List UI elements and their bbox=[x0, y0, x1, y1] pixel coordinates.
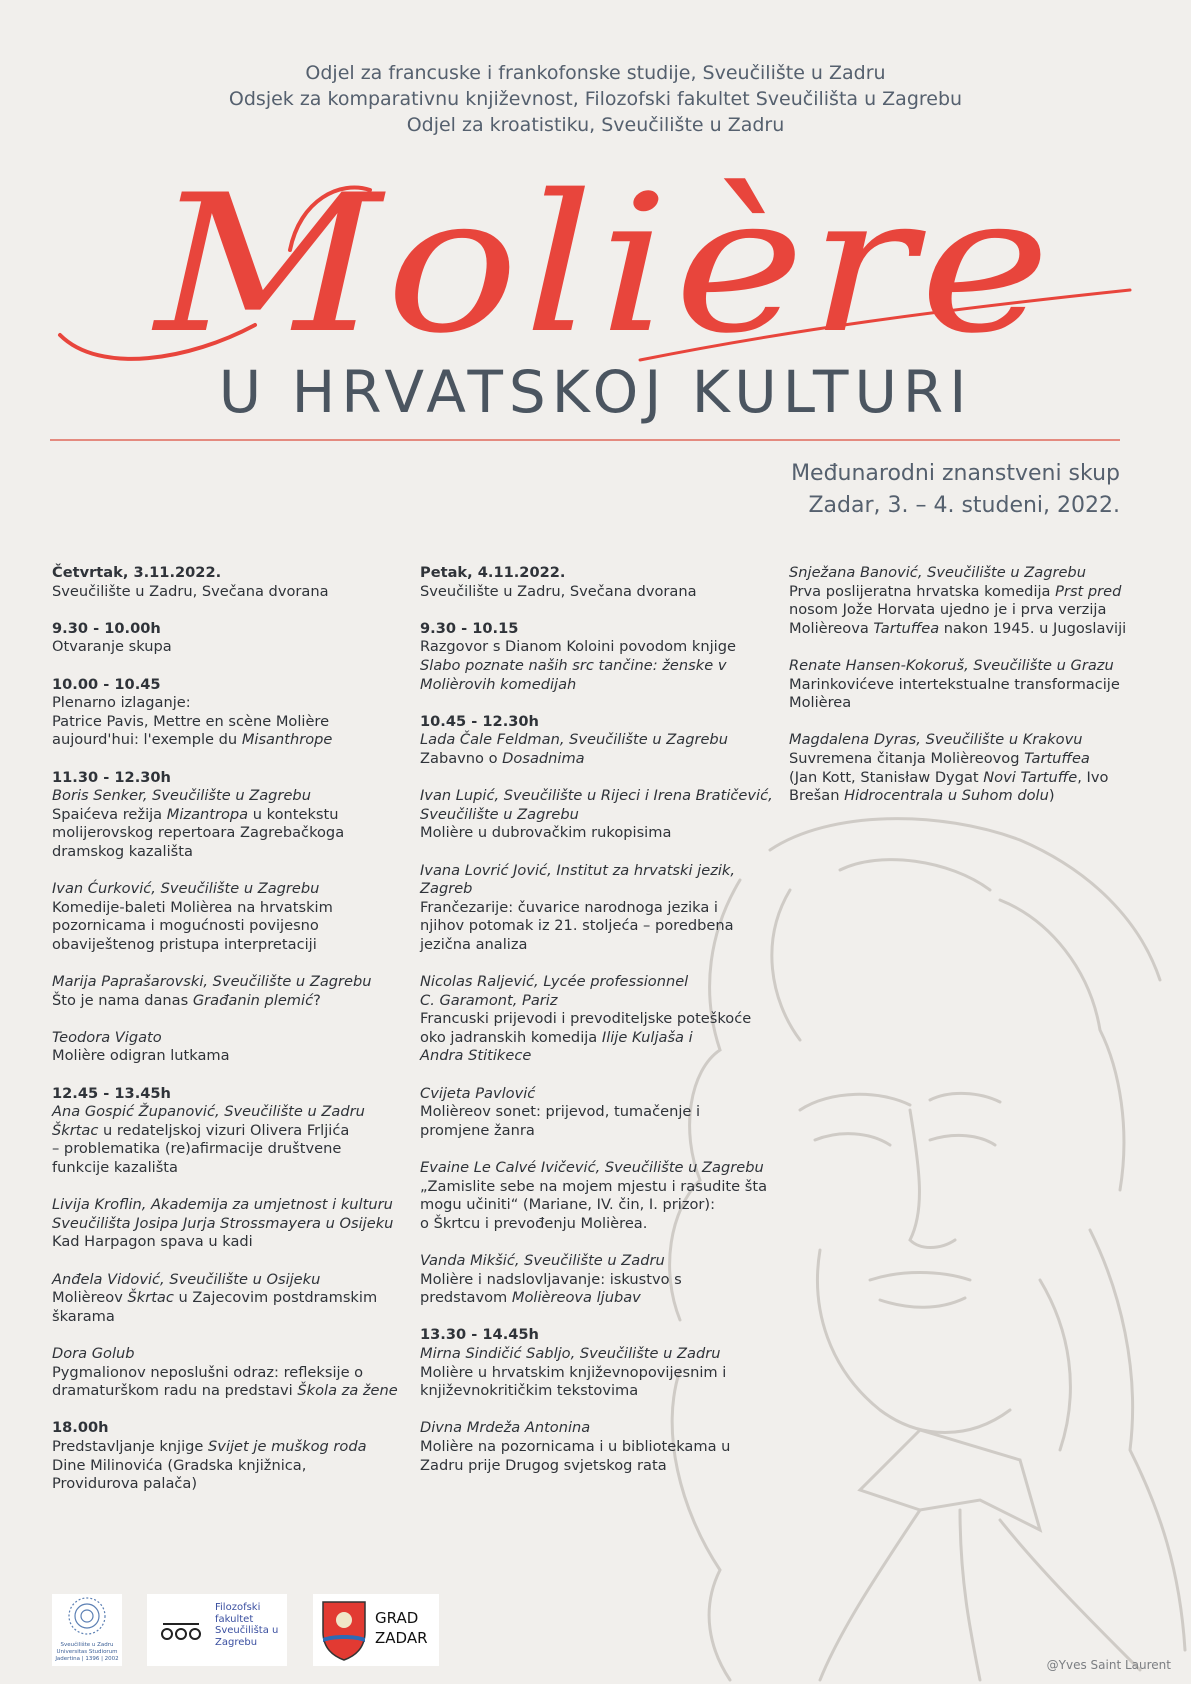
moliere-script-title bbox=[40, 160, 1150, 380]
program-thursday bbox=[52, 564, 412, 1512]
logo-ffzg bbox=[147, 1594, 287, 1666]
talk: Dora Golub Pygmalionov neposlušni odraz: refleksije o dramaturškom radu na predstavi Škola za žene bbox=[52, 1344, 398, 1400]
talk: Renate Hansen-Kokoruš, Sveučilište u Grazu Marinkovićeve intertekstualne transformacije Molièrea bbox=[789, 656, 1120, 712]
talk: Magdalena Dyras, Sveučilište u Krakovu Suvremena čitanja Molièreovog Tartuffea (Jan Kott, Stanisław Dygat Novi Tartuffe, Ivo Brešan Hidrocentrala u Suhom dolu) bbox=[789, 731, 1109, 805]
talk: 11.30 - 12.30h Boris Senker, Sveučilište u Zagrebu Spaićeva režija Mizantropa u kontekstu molijerovskog repertoara Zagrebačkoga dramskog kazališta bbox=[52, 768, 345, 860]
event-type: Međunarodni znanstveni skup bbox=[791, 461, 1120, 486]
divider bbox=[50, 439, 1120, 441]
talk: 13.30 - 14.45h Mirna Sindičić Sabljo, Sveučilište u Zadru Molière u hrvatskim književnopovijesnim i književnokritičkim tekstovima bbox=[420, 1326, 727, 1400]
page-subtitle: U HRVATSKOJ KULTURI bbox=[218, 358, 973, 426]
zadar-coat-of-arms-icon bbox=[319, 1598, 369, 1662]
ffzg-emblem-icon bbox=[153, 1594, 209, 1666]
day-header: Četvrtak, 3.11.2022. Sveučilište u Zadru, Svečana dvorana bbox=[52, 564, 329, 600]
talk: Teodora Vigato Molière odigran lutkama bbox=[52, 1028, 230, 1065]
image-credit: @Yves Saint Laurent bbox=[1046, 1658, 1171, 1672]
talk: Marija Paprašarovski, Sveučilište u Zagrebu Što je nama danas Građanin plemić? bbox=[52, 973, 372, 1009]
talk: Ivana Lovrić Jović, Institut za hrvatski jezik, Zagreb Frančezarije: čuvarice narodnoga jezika i njihov potomak iz 21. stoljeća – poredbena jezična analiza bbox=[420, 861, 735, 953]
talk: Anđela Vidović, Sveučilište u Osijeku Molièreov Škrtac u Zajecovim postdramskim škarama bbox=[52, 1270, 378, 1325]
organizer-1: Odjel za francuske i frankofonske studije, Sveučilište u Zadru bbox=[305, 62, 886, 84]
organizer-2: Odsjek za komparativnu književnost, Filozofski fakultet Sveučilišta u Zagrebu bbox=[228, 88, 963, 110]
organizers bbox=[0, 60, 1191, 138]
script-title-text: Molière bbox=[151, 160, 1056, 375]
talk: Snježana Banović, Sveučilište u Zagrebu Prva poslijeratna hrvatska komedija Prst pred nosom Jože Horvata ujedno je i prva verzija Molièreova Tartuffea nakon 1945. u Jugoslaviji bbox=[789, 564, 1127, 637]
talk: Ivan Ćurković, Sveučilište u Zagrebu Komedije-baleti Molièrea na hrvatskim pozornicama i mogućnosti povijesno obaviještenog pristupa interpretaciji bbox=[52, 880, 333, 953]
talk: Ivan Lupić, Sveučilište u Rijeci i Irena Bratičević, Sveučilište u Zagrebu Molière u dubrovačkim rukopisima bbox=[420, 787, 773, 842]
university-zadar-emblem-icon bbox=[52, 1594, 122, 1638]
grad-zadar-text: GRAD ZADAR bbox=[375, 1609, 428, 1647]
talk: Evaine Le Calvé Ivičević, Sveučilište u Zagrebu „Zamislite sebe na mojem mjestu i rasudite šta mogu učiniti“ (Mariane, IV. čin, I. prizor): o Škrtcu i prevođenju Molièrea. bbox=[420, 1159, 768, 1232]
session-opening: 9.30 - 10.00h Otvaranje skupa bbox=[52, 619, 172, 656]
talk: 12.45 - 13.45h Ana Gospić Županović, Sveučilište u Zadru Škrtac u redateljskoj vizuri Olivera Frljića – problematika (re)afirmacije društvene funkcije kazališta bbox=[52, 1084, 365, 1176]
program-friday bbox=[420, 564, 780, 1494]
talk: Vanda Mikšić, Sveučilište u Zadru Molière i nadslovljavanje: iskustvo s predstavom Molièreova ljubav bbox=[420, 1251, 682, 1307]
event-info bbox=[791, 458, 1120, 522]
book-presentation: 18.00h Predstavljanje knjige Svijet je muškog roda Dine Milinovića (Gradska knjižnica, Providurova palača) bbox=[52, 1419, 367, 1493]
unizd-text: Sveučilište u Zadru Universitas Studiorum Jadertina | 1396 | 2002 bbox=[55, 1642, 119, 1662]
talk: 10.45 - 12.30h Lada Čale Feldman, Sveučilište u Zagrebu Zabavno o Dosadnima bbox=[420, 712, 728, 767]
talk: Cvijeta Pavlović Molièreov sonet: prijevod, tumačenje i promjene žanra bbox=[420, 1084, 701, 1139]
program-friday-continued bbox=[789, 564, 1161, 824]
logo-university-zadar bbox=[52, 1594, 122, 1666]
day-header: Petak, 4.11.2022. Sveučilište u Zadru, Svečana dvorana bbox=[420, 564, 697, 600]
talk: Livija Kroflin, Akademija za umjetnost i kulturu Sveučilišta Josipa Jurja Strossmayera u Osijeku Kad Harpagon spava u kadi bbox=[52, 1196, 394, 1251]
session-plenary: 10.00 - 10.45 Plenarno izlaganje: Patrice Pavis, Mettre en scène Molière aujourd'hui: l'exemple du Misanthrope bbox=[52, 675, 333, 749]
ffzg-text: Filozofski fakultet Sveučilišta u Zagrebu bbox=[215, 1602, 279, 1648]
talk: Nicolas Raljević, Lycée professionnel C. Garamont, Pariz Francuski prijevodi i prevoditeljske poteškoće oko jadranskih komedija Ilije Kuljaša i Andra Stitikece bbox=[420, 973, 752, 1065]
event-place-date: Zadar, 3. – 4. studeni, 2022. bbox=[808, 493, 1120, 518]
organizer-3: Odjel za kroatistiku, Sveučilište u Zadru bbox=[406, 114, 785, 136]
logo-grad-zadar bbox=[313, 1594, 439, 1666]
talk: Divna Mrdeža Antonina Molière na pozornicama i u bibliotekama u Zadru prije Drugog svjetskog rata bbox=[420, 1419, 731, 1474]
talk: 9.30 - 10.15 Razgovor s Dianom Koloini povodom knjige Slabo poznate naših src tančine: ženske v Molièrovih komedijah bbox=[420, 619, 736, 693]
